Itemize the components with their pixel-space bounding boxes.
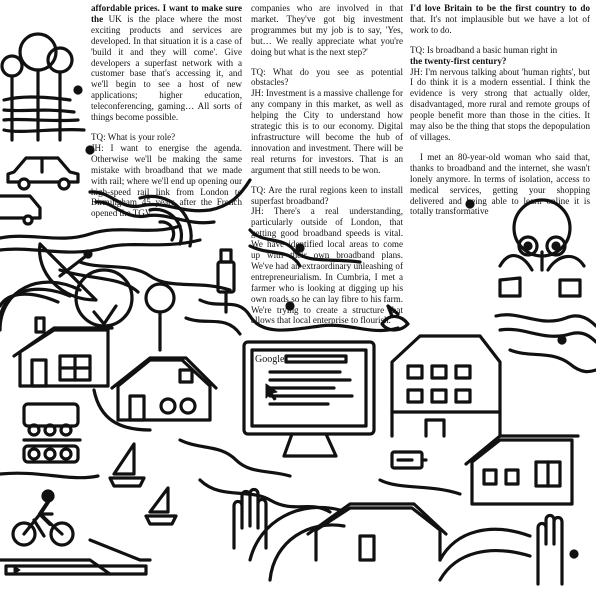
article-column-1: [91, 3, 242, 228]
sailboat-icon: [110, 444, 176, 524]
paragraph: companies who are involved in that market. They've got big investment programmes but my job is to say, 'Yes, but… We really appreciate what you're doing but what is the next step?': [251, 3, 403, 57]
hand-icon: [234, 490, 266, 549]
apartment-building-icon: [392, 336, 500, 436]
tree-cluster-top-left-icon: [2, 34, 84, 140]
battery-icon: [392, 452, 426, 468]
question: TQ: Is broadband a basic human right in the twenty-first century?: [410, 44, 558, 66]
question: TQ: What do you see as potential obstacles?: [251, 66, 403, 88]
house-left-icon: [14, 318, 112, 386]
car-icon: [8, 158, 78, 189]
house-center-icon: [112, 358, 216, 420]
google-logo: Google: [255, 354, 285, 365]
train-cart-icon: [24, 404, 80, 462]
answer: JH: I want to energise the agenda. Otherwise we'll be making the same mistake with broadband that we made with rail; where we'll end up opening our high-speed rail link from London to Birmingham 45 years after the French opened the TGV.: [91, 142, 242, 219]
hand-right-icon: [538, 516, 562, 585]
article-column-3: [410, 3, 590, 226]
paragraph: affordable prices. I want to make sure the UK is the place where the most exciting products and services are developed. In that situation it is a case of 'build it and they will come'. Give developers a superfast network with a customer base that's accessing it, and we'll begin to see a host of new applications; higher education, teleconferencing, gaming… All sorts of things become possible.: [91, 3, 242, 123]
article-column-2: [251, 3, 403, 335]
answer: JH: I'm nervous talking about 'human rights', but I do think it is a modern essential. I think the evidence is very strong that actually older, disadvantaged, more rural and remote groups of people benefit more than those in the cities. It may also be the thing that stops the depopulation of villages.: [410, 66, 590, 142]
van-icon: [0, 196, 40, 224]
paragraph: I met an 80-year-old woman who said that, thanks to broadband and the internet, she wasn't lonely anymore. In terms of isolation, access to medical services, getting your shopping delivered and being able to learn online it is totally transformative: [410, 151, 590, 217]
answer: JH: Investment is a massive challenge for any company in this market, as well as helping the City to understand how strategic this is to our economy. Digital infrastructure will become the hub of innovation and investment. There will be real returns for investors. That is an argument that still needs to be won.: [251, 88, 403, 175]
question: TQ: Are the rural regions keen to install superfast broadband?: [251, 184, 403, 206]
answer: JH: There's a real understanding, particularly outside of London, that getting good broadband speeds is vital. We have identified local areas to come up with their own broadband plans. We've had an extraordinary unleashing of entrepreneurialism. In Cumbria, I met a farmer who is looking at digging up his own roads so he can lay fibre to his farm. We're trying to create a structure that allows that local enterprise to flourish.: [251, 206, 403, 326]
cyclist-icon: [13, 491, 73, 545]
house-right-icon: [466, 436, 578, 504]
question: TQ: What is your role?: [91, 131, 176, 142]
paragraph: I'd love Britain to be the first country to do that. It's not implausible but we have a lot of work to do.: [410, 3, 590, 35]
